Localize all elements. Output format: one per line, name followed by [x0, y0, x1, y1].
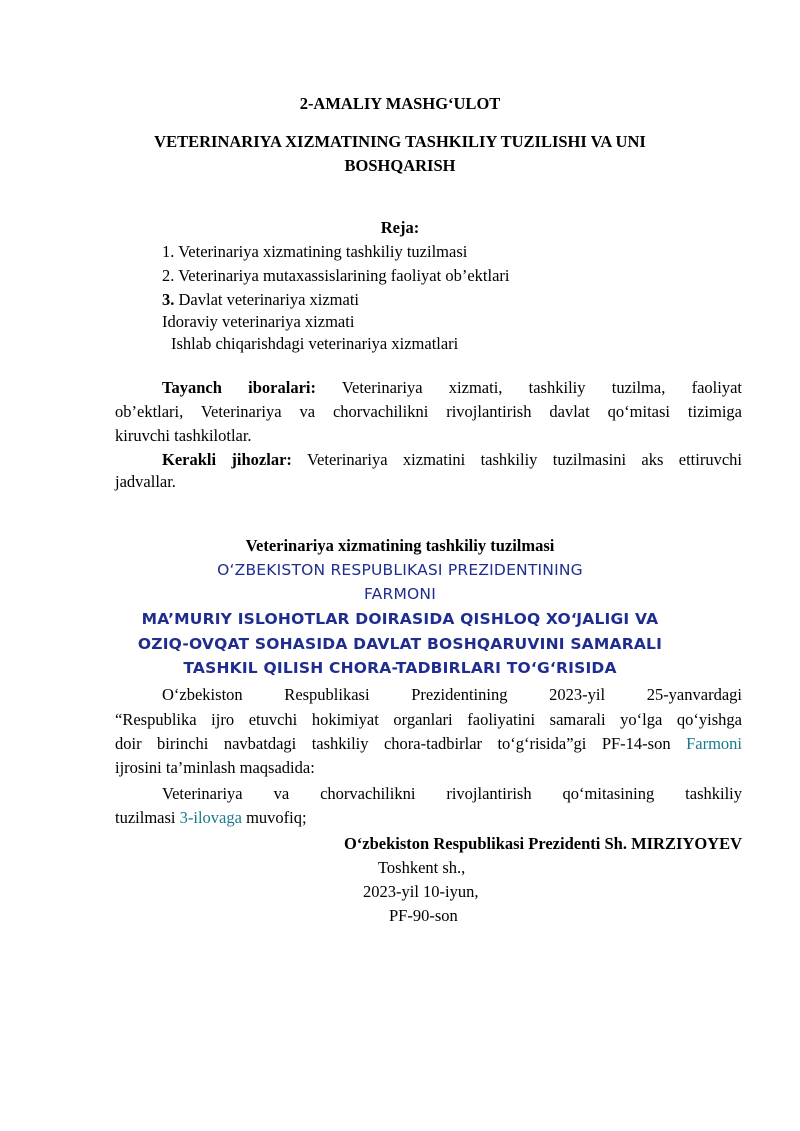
decree-issuer: O‘ZBEKISTON RESPUBLIKASI PREZIDENTINING — [217, 561, 583, 579]
equipment-label: Kerakli jihozlar: — [162, 450, 292, 469]
decree-para1-line-3 — [115, 732, 742, 756]
decree-title-line-2: OZIQ-OVQAT SOHASIDA DAVLAT BOSHQARUVINI SAMARALI — [137, 635, 663, 653]
decree-type: FARMONI — [363, 585, 436, 603]
decree-para2-line-1: Veterinariya va chorvachilikni rivojlantirish qo‘mitasining tashkiliy — [162, 784, 742, 803]
decree-para2-line-2 — [115, 806, 742, 830]
equipment-text-1: Veterinariya xizmatini tashkiliy tuzilmasini aks ettiruvchi — [291, 450, 742, 469]
decree-para2-line-2-end: muvofiq; — [241, 808, 307, 827]
plan-item-3-number: 3. — [162, 290, 175, 309]
decree-para2-line-2-text: tuzilmasi — [115, 808, 180, 827]
signature-place: Toshkent sh., — [378, 858, 466, 877]
decree-title-line-1: MA’MURIY ISLOHOTLAR DOIRASIDA QISHLOQ XO‘JALIGI VA — [141, 610, 659, 628]
equipment-line-2: jadvallar. — [115, 472, 176, 491]
decree-para1-line-2: “Respublika ijro etuvchi hokimiyat organlari faoliyatini samarali yo‘lga qo‘yishga — [115, 710, 742, 729]
section-title: Veterinariya xizmatining tashkiliy tuzilmasi — [245, 536, 555, 555]
equipment-line-1 — [115, 448, 742, 472]
plan-item-2: 2. Veterinariya mutaxassislarining faoliyat ob’ektlari — [162, 266, 510, 285]
farmoni-link[interactable]: Farmoni — [686, 734, 742, 753]
document-subtitle-line-1: VETERINARIYA XIZMATINING TASHKILIY TUZILISHI VA UNI — [154, 132, 646, 151]
plan-heading: Reja: — [380, 218, 420, 237]
document-title: 2-AMALIY MASHG‘ULOT — [299, 94, 501, 113]
signature-date: 2023-yil 10-iyun, — [363, 882, 479, 901]
plan-subitem-2: Ishlab chiqarishdagi veterinariya xizmatlari — [171, 334, 459, 353]
decree-para1-line-1: O‘zbekiston Respublikasi Prezidentining 2023-yil 25-yanvardagi — [162, 685, 742, 704]
plan-subitem-1: Idoraviy veterinariya xizmati — [162, 312, 355, 331]
decree-para1-line-4: ijrosini ta’minlash maqsadida: — [115, 758, 315, 777]
decree-para1-line-3-text: doir birinchi navbatdagi tashkiliy chora-tadbirlar to‘g‘risida”gi PF-14-son — [115, 734, 687, 753]
keywords-line-2: ob’ektlari, Veterinariya va chorvachilikni rivojlantirish davlat qo‘mitasi tizimiga — [115, 402, 742, 421]
keywords-line-1 — [115, 376, 742, 400]
plan-item-1: 1. Veterinariya xizmatining tashkiliy tuzilmasi — [162, 242, 468, 261]
plan-item-3 — [162, 288, 359, 312]
signature: O‘zbekiston Respublikasi Prezidenti Sh. MIRZIYOYEV — [343, 834, 742, 853]
keywords-line-3: kiruvchi tashkilotlar. — [115, 426, 252, 445]
signature-number: PF-90-son — [389, 906, 458, 925]
document-subtitle-line-2: BOSHQARISH — [344, 156, 456, 175]
appendix-3-link[interactable]: 3-ilovaga — [179, 808, 242, 827]
keywords-label: Tayanch iboralari: — [162, 378, 316, 397]
plan-item-3-text: Davlat veterinariya xizmati — [174, 290, 360, 309]
decree-title-line-3: TASHKIL QILISH CHORA-TADBIRLARI TO‘G‘RISIDA — [183, 659, 617, 677]
keywords-text-1: Veterinariya xizmati, tashkiliy tuzilma, faoliyat — [315, 378, 742, 397]
